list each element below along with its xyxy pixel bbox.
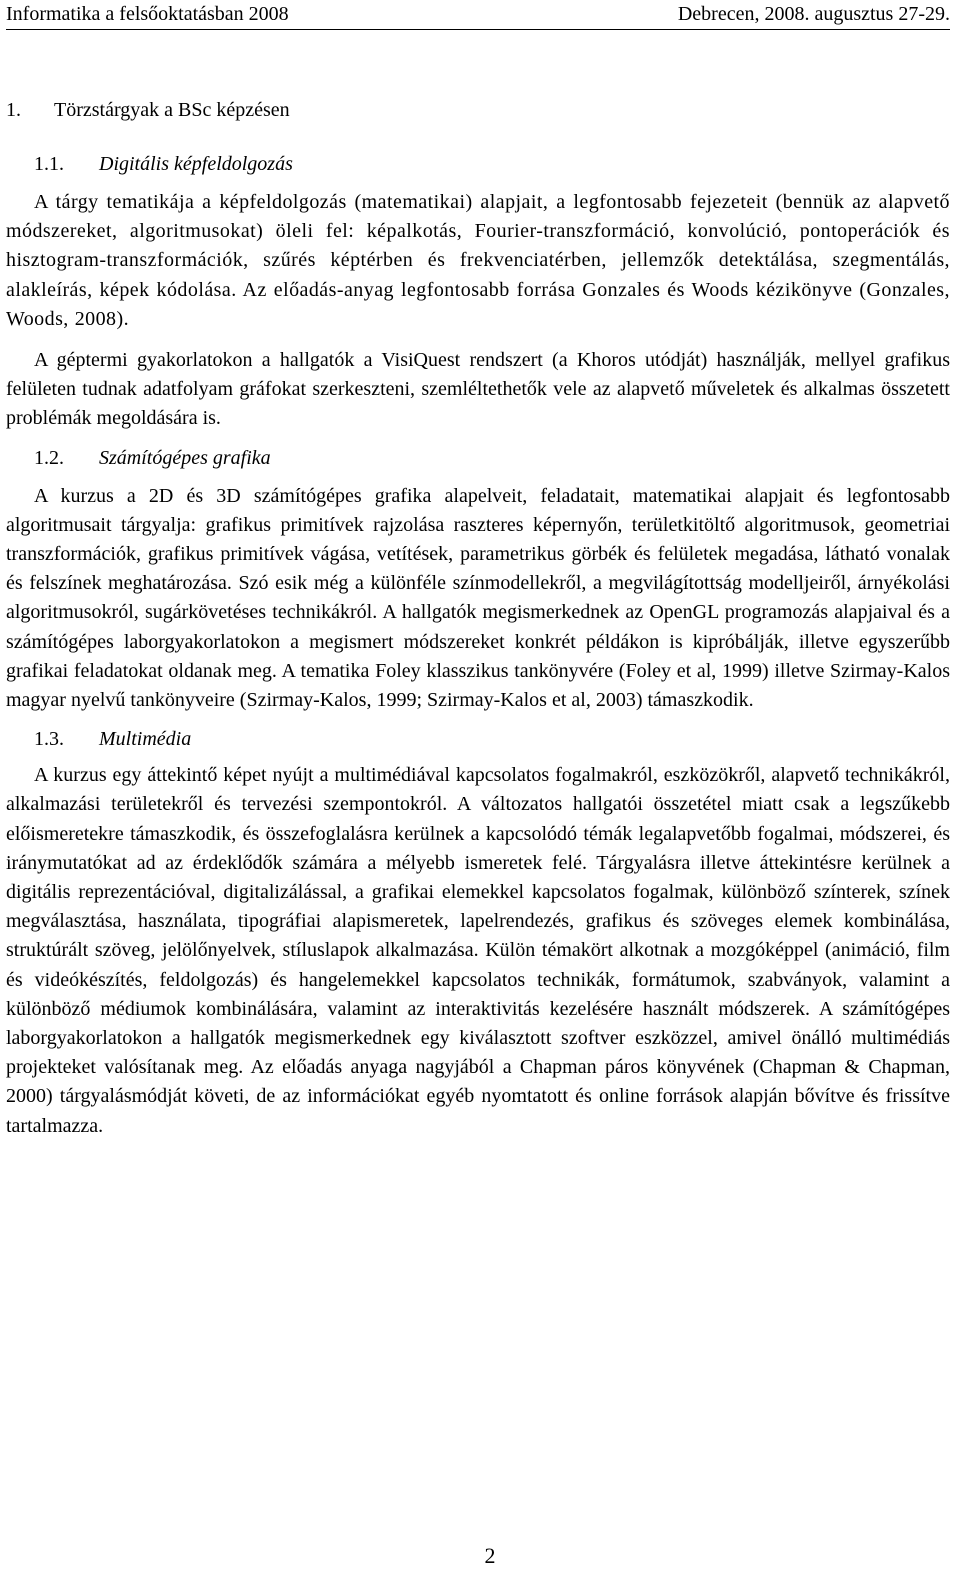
header-right: Debrecen, 2008. augusztus 27-29.	[677, 3, 950, 25]
section-number: 1.	[6, 99, 21, 121]
subsection-number: 1.1.	[34, 153, 64, 175]
running-header	[6, 0, 950, 30]
subsection-title: Digitális képfeldolgozás	[99, 153, 293, 175]
paragraph: A kurzus a 2D és 3D számítógépes grafika alapelveit, feladatait, matematikai alapjait és legfontosabb algoritmusait tárgyalja: grafikus primitívek rajzolása raszteres képernyőn, területkitöltő algoritmusok, geometriai transzformációk, grafikus primitívek vágása, vetítések, parametrikus görbék és felületek megadása, látható vonalak és felszínek meghatározása. Szó esik még a különféle színmodellekről, a megvilágítottság modelljeiről, árnyékolási algoritmusokról, sugárkövetéses technikákról. A hallgatók megismerkednek az OpenGL programozás alapjaival és a számítógépes laborgyakorlatokon a megismert módszereket konkrét példákon is kipróbálják, illetve egyszerűbb grafikai feladatokat oldanak meg. A tematika Foley klasszikus tankönyvére (Foley et al, 1999) illetve Szirmay-Kalos magyar nyelvű tankönyveire (Szirmay-Kalos, 1999; Szirmay-Kalos et al, 2003) támaszkodik.	[6, 484, 950, 712]
section-heading	[6, 98, 950, 122]
paragraph: A kurzus egy áttekintő képet nyújt a multimédiával kapcsolatos fogalmakról, eszközökről, alapvető technikákról, alkalmazási területekről és tervezési szempontokról. A változatos hallgatói összetétel miatt csak a legszűkebb előismeretekre támaszkodik, és összefoglalásra kerülnek a kapcsolódó témák legalapvetőbb fogalmai, módszerei, és iránymutatókat ad az érdeklődők számára a mélyebb ismeretek felé. Tárgyalásra illetve áttekintésre kerülnek a digitális reprezentációval, digitalizálással, a grafikai elemekkel kapcsolatos fogalmak, különböző színterek, színek megválasztása, használata, tipográfiai alapismeretek, lapelrendezés, grafikus és szöveges elemek kombinálása, struktúrált szöveg, jelölőnyelvek, stíluslapok alkalmazása. Külön témakört alkotnak a mozgóképpel (animáció, film és videókészítés, feldolgozás) és hangelemekkel kapcsolatos technikák, formátumok, szabványok, valamint a különböző médiumok kombinálására, valamint az interaktivitás kezelésére használt módszerek. A számítógépes laborgyakorlatokon a hallgatók megismerkednek egy kiválasztott szoftver eszközzel, amivel önálló multimédiás projekteket valósítanak meg. Az előadás anyaga nagyjából a Chapman páros könyvének (Chapman & Chapman, 2000) tárgyalásmódját követi, de az információkat egyéb nyomtatott és online források alapján bővítve és frissítve tartalmazza.	[6, 764, 950, 1137]
subsection-heading-1	[34, 152, 950, 176]
header-left: Informatika a felsőoktatásban 2008	[6, 3, 289, 25]
subsection-number: 1.2.	[34, 446, 64, 469]
section-title: Törzstárgyak a BSc képzésen	[54, 99, 290, 121]
paragraph: A géptermi gyakorlatokon a hallgatók a VisiQuest rendszert (a Khoros utódját) használják, mellyel grafikus felületen tudnak adatfolyam gráfokat szerkeszteni, szemléltethetők vele az alapvető műveletek és alkalmas összetett problémák megoldására is.	[6, 349, 950, 430]
subsection-heading-2	[34, 446, 950, 470]
subsection-heading-3	[34, 727, 950, 751]
subsection-number: 1.3.	[34, 728, 64, 751]
page-number: 2	[484, 1543, 496, 1568]
paragraph: A tárgy tematikája a képfeldolgozás (matematikai) alapjait, a legfontosabb fejezeteit (bennük az alapvető módszereket, algoritmusokat) öleli fel: képalkotás, Fourier-transzformáció, konvolúció, pontoperációk és hisztogram-transzformációk, szűrés képtérben és frekvenciatérben, jellemzők detektálása, szegmentálás, alakleírás, képek kódolása. Az előadás-anyag legfontosabb forrása Gonzales és Woods kézikönyve (Gonzales, Woods, 2008).	[6, 191, 950, 330]
subsection-title: Számítógépes grafika	[99, 446, 271, 469]
subsection-title: Multimédia	[99, 728, 192, 751]
